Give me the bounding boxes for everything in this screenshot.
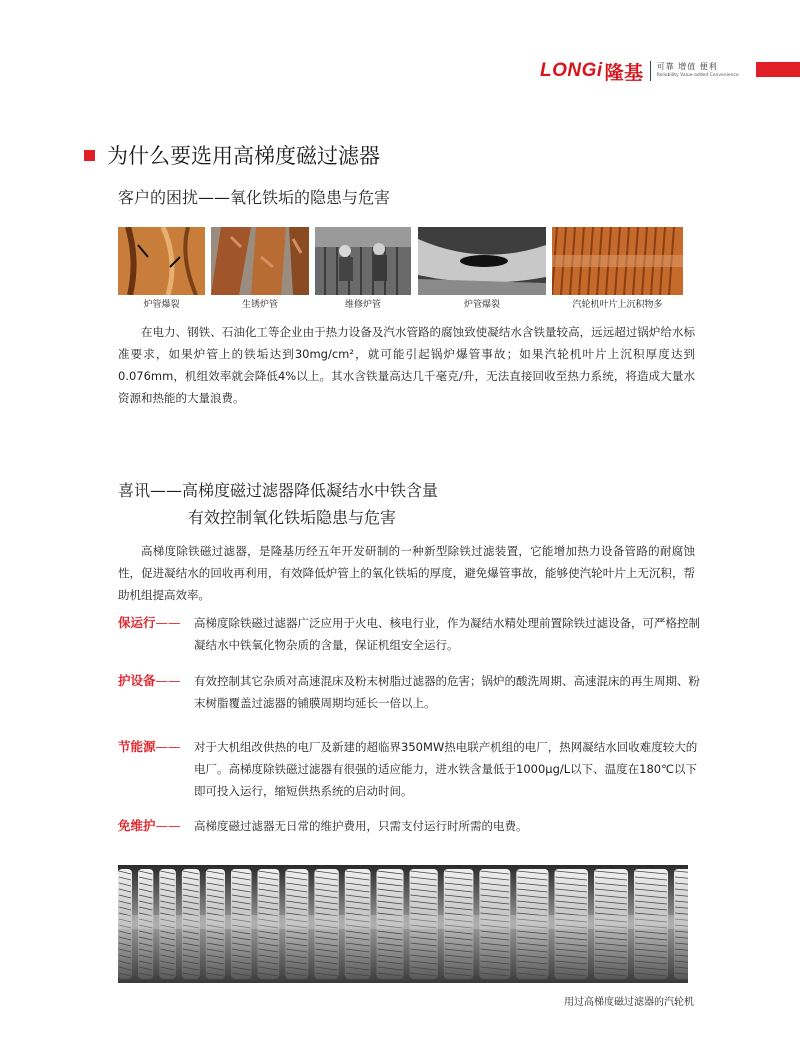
slogan-cn: 可靠 增值 便利 bbox=[656, 62, 718, 72]
benefit-text: 有效控制其它杂质对高速混床及粉末树脂过滤器的危害；锅炉的酸洗周期、高速混床的再生周期、粉末树脂覆盖过滤器的铺膜周期均延长一倍以上。 bbox=[194, 674, 700, 710]
benefit-label bbox=[118, 612, 194, 656]
section-title-text: 为什么要选用高梯度磁过滤器 bbox=[107, 144, 380, 168]
benefit-label bbox=[118, 736, 194, 802]
section-title bbox=[84, 140, 380, 170]
brand-latin: LONGi bbox=[540, 60, 603, 81]
caption-3: 维修炉管 bbox=[344, 300, 381, 310]
caption-2: 生锈炉管 bbox=[241, 300, 278, 310]
turbine-caption: 用过高梯度磁过滤器的汽轮机 bbox=[564, 997, 694, 1008]
caption-5: 汽轮机叶片上沉积物多 bbox=[572, 300, 663, 310]
benefit-item bbox=[118, 612, 703, 656]
caption-1: 炉管爆裂 bbox=[143, 300, 180, 310]
benefit-text: 高梯度磁过滤器无日常的维护费用，只需支付运行时所需的电费。 bbox=[194, 819, 528, 833]
brand-slogan bbox=[657, 63, 739, 79]
problem-paragraph: 在电力、钢铁、石油化工等企业由于热力设备及汽水管路的腐蚀致使凝结水含铁量较高，远远超过锅炉给水标准要求，如果炉管上的铁垢达到30mg/cm²，就可能引起锅炉爆管事故；如果汽轮机叶片上沉积厚度达到0.076mm，机组效率就会降低4%以上。其水含铁量高达几千毫克/升，无法直接回收至热力系统，将造成大量水资源和热能的大量浪费。 bbox=[118, 325, 695, 405]
brand-cn: 隆基 bbox=[604, 62, 644, 84]
photo-captions bbox=[118, 297, 683, 311]
photo-turbine-blades-deposit bbox=[552, 227, 683, 295]
benefit-item bbox=[118, 815, 703, 837]
photo-burst-tube-1 bbox=[118, 227, 205, 295]
title-bullet-icon bbox=[84, 150, 95, 161]
benefit-label-text: 免维护 bbox=[118, 818, 156, 833]
solution-paragraph: 高梯度除铁磁过滤器，是隆基历经五年开发研制的一种新型除铁过滤装置，它能增加热力设备管路的耐腐蚀性，促进凝结水的回收再利用，有效降低炉管上的氧化铁垢的厚度，避免爆管事故，能够使汽轮叶片上无沉积，帮助机组提高效率。 bbox=[118, 544, 695, 602]
header-accent-bar bbox=[756, 62, 800, 77]
benefit-label bbox=[118, 815, 194, 837]
benefit-item bbox=[118, 670, 703, 714]
slogan-en: Reliability Value-added Convenience bbox=[656, 73, 739, 79]
logo-divider bbox=[650, 61, 651, 81]
photo-repair-tube bbox=[315, 227, 411, 295]
solution-heading-line2: 有效控制氧化铁垢隐患与危害 bbox=[188, 508, 397, 527]
benefit-dash: —— bbox=[155, 615, 181, 630]
problem-heading: 客户的困扰——氧化铁垢的隐患与危害 bbox=[118, 188, 391, 207]
brand-logo bbox=[540, 60, 739, 82]
benefit-label-text: 护设备 bbox=[118, 673, 156, 688]
benefit-label-text: 节能源 bbox=[118, 739, 156, 754]
benefit-label bbox=[118, 670, 194, 714]
benefit-dash: —— bbox=[155, 818, 181, 833]
solution-heading-line1: 喜讯——高梯度磁过滤器降低凝结水中铁含量 bbox=[118, 481, 439, 500]
photo-burst-tube-2 bbox=[418, 227, 546, 295]
benefit-dash: —— bbox=[155, 673, 181, 688]
benefit-dash: —— bbox=[155, 739, 181, 754]
problem-photo-strip bbox=[118, 227, 683, 295]
photo-rusty-tube bbox=[211, 227, 309, 295]
benefit-item bbox=[118, 736, 703, 802]
benefit-text: 高梯度除铁磁过滤器广泛应用于火电、核电行业，作为凝结水精处理前置除铁过滤设备，可严格控制凝结水中铁氧化物杂质的含量，保证机组安全运行。 bbox=[194, 616, 700, 652]
caption-4: 炉管爆裂 bbox=[463, 300, 500, 310]
benefit-label-text: 保运行 bbox=[118, 615, 156, 630]
benefit-text: 对于大机组改供热的电厂及新建的超临界350MW热电联产机组的电厂，热网凝结水回收难度较大的电厂。高梯度除铁磁过滤器有很强的适应能力，进水铁含量低于1000μg/L以下、温度在180℃以下即可投入运行，缩短供热系统的启动时间。 bbox=[194, 740, 698, 798]
turbine-photo bbox=[118, 865, 688, 983]
